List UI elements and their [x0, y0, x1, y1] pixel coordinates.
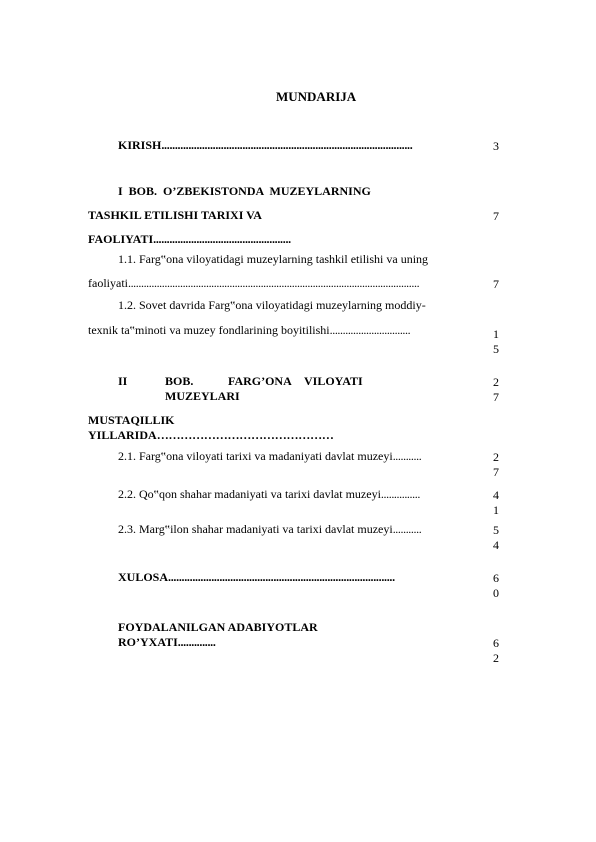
toc-entry-word: II	[118, 374, 128, 388]
toc-entry-word: FARG’ONA	[228, 374, 292, 388]
toc-entry-line: YILLARIDA	[88, 428, 157, 442]
page-number: 7	[493, 277, 499, 291]
leader-dots: ................................................................................................................	[127, 276, 420, 290]
toc-entry-line: 1.1. Farg‟ona viloyatidagi muzeylarning tashkil etilishi va uning	[118, 252, 429, 266]
page-number: 5 4	[493, 523, 499, 552]
page-number: 1 5	[493, 327, 499, 356]
toc-entry-line: FAOLIYATI	[88, 232, 154, 246]
leader-dots: ...............................	[329, 323, 411, 337]
toc-entry-line: I BOB. O’ZBEKISTONDA MUZEYLARNING	[118, 184, 371, 198]
toc-entry-xulosa	[118, 570, 395, 585]
leader-dots: ...................................................	[153, 232, 291, 246]
page-number: 6 0	[493, 571, 499, 600]
toc-entry-kirish	[118, 138, 412, 153]
toc-entry-word: BOB.	[165, 374, 194, 388]
page-title: MUNDARIJA	[276, 89, 357, 104]
toc-entry-label: KIRISH	[118, 138, 162, 152]
toc-entry-line: FOYDALANILGAN ADABIYOTLAR	[118, 620, 318, 634]
page-number: 3	[493, 139, 499, 153]
toc-entry-2-3	[118, 522, 421, 537]
toc-entry-label: 2.1. Farg‟ona viloyati tarixi va madaniyati davlat muzeyi	[118, 449, 393, 463]
toc-entry-line: texnik ta‟minoti va muzey fondlarining boyitilishi	[88, 323, 330, 337]
toc-entry-line: MUZEYLARI	[165, 389, 240, 403]
toc-entry-line: TASHKIL ETILISHI TARIXI VA	[88, 208, 262, 222]
toc-entry-label: XULOSA	[118, 570, 169, 584]
leader-dots: .............................................................................................	[161, 138, 413, 152]
page-number: 7	[493, 209, 499, 223]
leader-dots: ...........	[392, 449, 422, 463]
page-number: 2 7	[493, 450, 499, 479]
toc-entry-label: 2.3. Marg‟ilon shahar madaniyati va tarixi davlat muzeyi	[118, 522, 393, 536]
toc-entry-line: faoliyati	[88, 276, 128, 290]
toc-entry-2-2	[118, 487, 420, 502]
toc-entry-2-1	[118, 449, 421, 464]
leader-dots: ..............	[177, 635, 216, 649]
page-number: 4 1	[493, 488, 499, 517]
page-number: 2 7	[493, 375, 499, 404]
leader-dots: ...............	[380, 487, 420, 501]
leader-dots: ...........	[392, 522, 422, 536]
leader-dots: ....................................................................................	[168, 570, 395, 584]
leader-dots: ………………………………………	[156, 428, 334, 442]
toc-entry-label: 2.2. Qo‟qon shahar madaniyati va tarixi davlat muzeyi	[118, 487, 381, 501]
toc-entry-line: MUSTAQILLIK	[88, 413, 175, 427]
toc-entry-word: VILOYATI	[304, 374, 363, 388]
toc-entry-line: 1.2. Sovet davrida Farg‟ona viloyatidagi muzeylarning moddiy-	[118, 298, 426, 312]
toc-entry-line: RO’YXATI	[118, 635, 178, 649]
page-number: 6 2	[493, 636, 499, 665]
